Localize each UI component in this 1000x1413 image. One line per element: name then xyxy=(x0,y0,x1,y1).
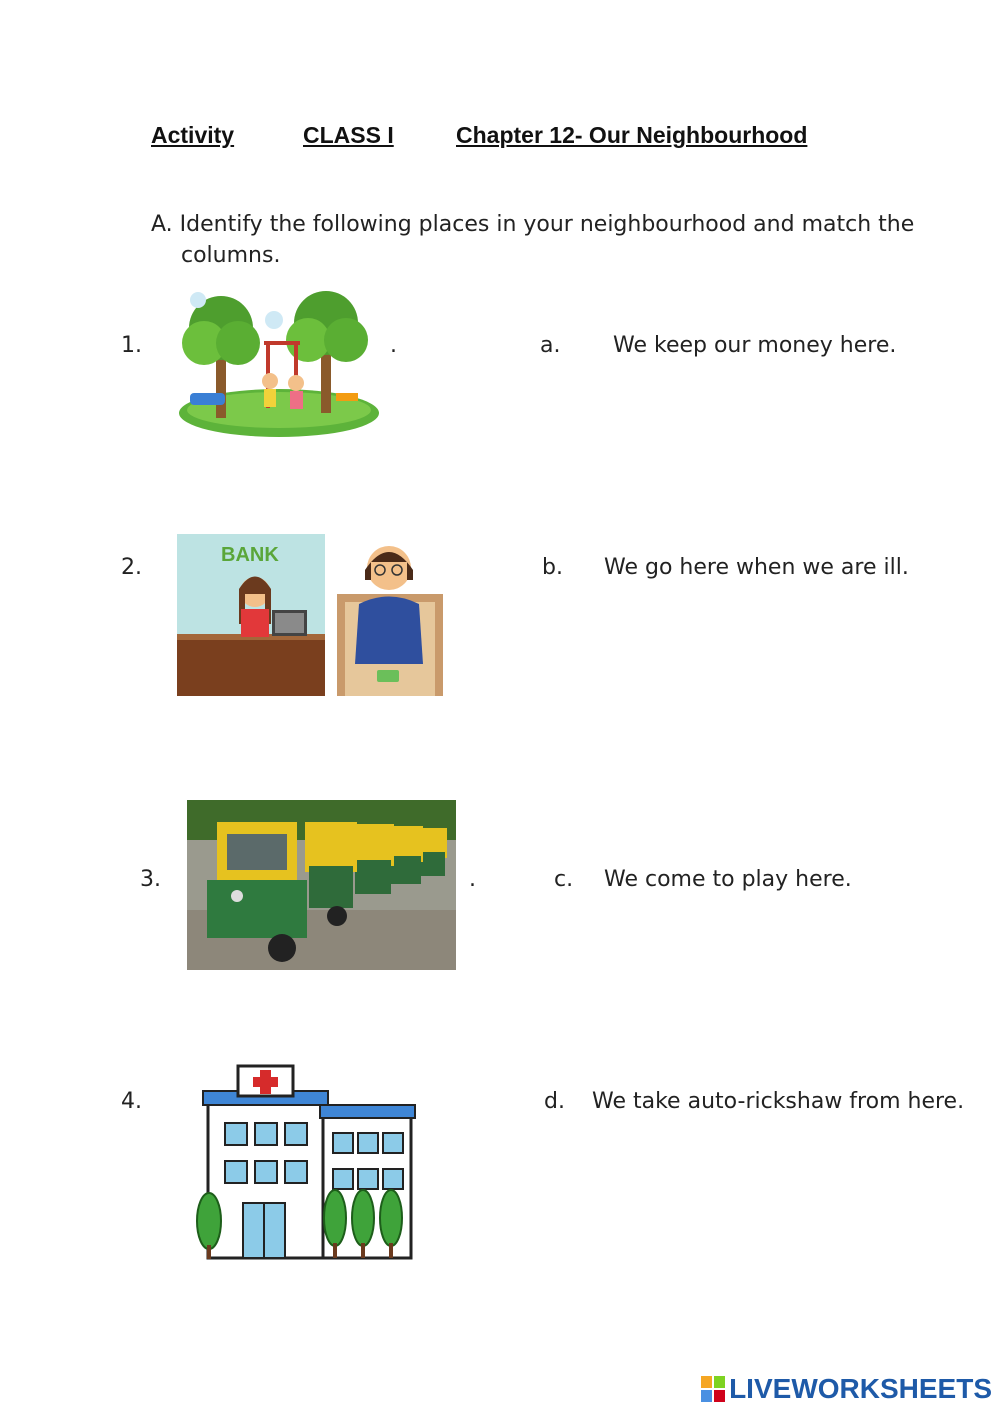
auto-rickshaw-stand-image xyxy=(187,800,456,970)
header-chapter: Chapter 12- Our Neighbourhood xyxy=(456,122,808,148)
instruction xyxy=(151,209,951,271)
bank-counter-image xyxy=(177,534,458,696)
item-number-4: 4. xyxy=(121,1089,142,1114)
option-letter-b: b. xyxy=(542,555,563,580)
item-number-1: 1. xyxy=(121,333,142,358)
header-class: CLASS I xyxy=(303,122,394,148)
instruction-line-2: columns. xyxy=(181,243,281,268)
option-text-b: We go here when we are ill. xyxy=(604,555,909,580)
item-dot-3: . xyxy=(469,867,476,892)
liveworksheets-logo xyxy=(701,1373,992,1405)
option-text-c: We come to play here. xyxy=(604,867,852,892)
option-text-d: We take auto-rickshaw from here. xyxy=(592,1089,965,1114)
item-number-3: 3. xyxy=(140,867,161,892)
bank-sign-text: BANK xyxy=(221,544,279,566)
hospital-building-image xyxy=(193,1063,418,1263)
item-number-2: 2. xyxy=(121,555,142,580)
instruction-line-1: A. Identify the following places in your neighbourhood and match the xyxy=(151,212,915,237)
park-with-children-image xyxy=(176,288,381,438)
liveworksheets-logo-icon xyxy=(701,1376,725,1402)
option-letter-d: d. xyxy=(544,1089,565,1114)
header-activity: Activity xyxy=(151,122,235,148)
item-dot-1: . xyxy=(390,333,397,358)
liveworksheets-logo-text: LIVEWORKSHEETS xyxy=(729,1373,992,1404)
option-letter-c: c. xyxy=(554,867,574,892)
option-text-a: We keep our money here. xyxy=(613,333,897,358)
option-letter-a: a. xyxy=(540,333,561,358)
